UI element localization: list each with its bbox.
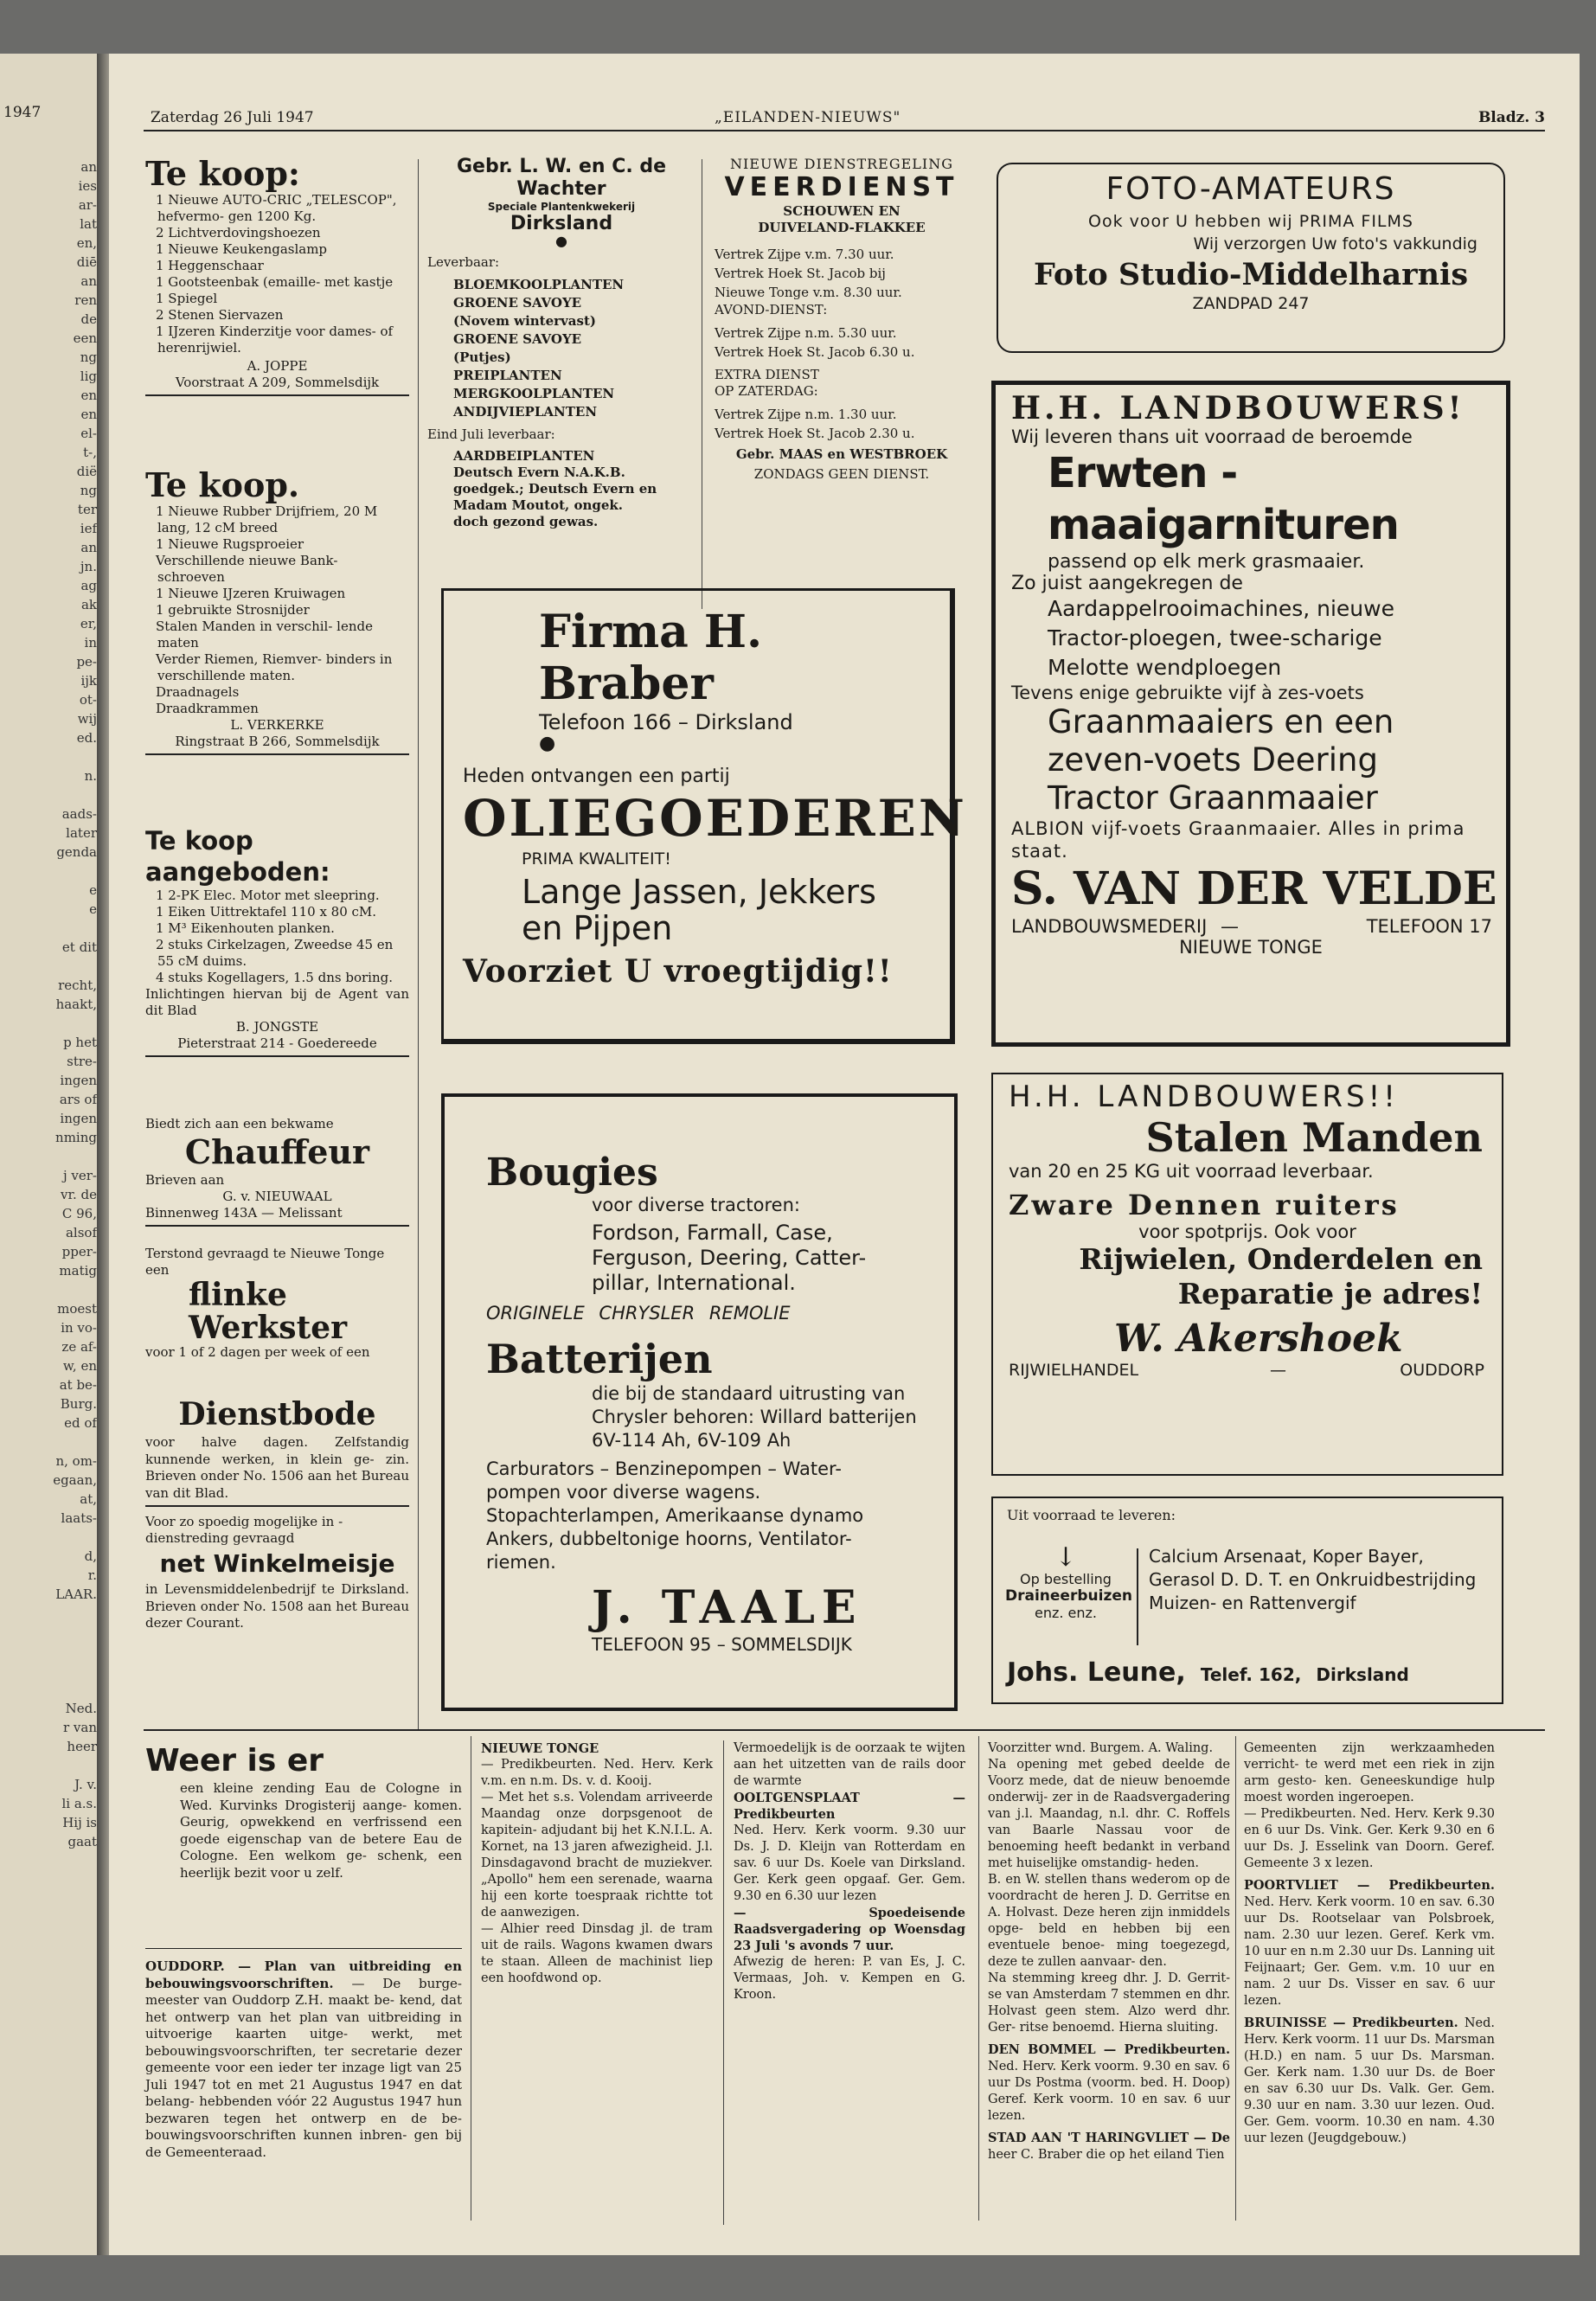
- header-page-number: Bladz. 3: [1477, 109, 1545, 126]
- article-paragraph: Ned. Herv. Kerk voorm. 10 en sav. 6.30 uur Ds. Rootselaar van Polsbroek, nam. 2.30 uur lezen. Geref. Kerk vm. 10 uur en n.m 2.30 uur Ds. Lanning uit Feijnaart; Ger. Gem. v.m. 10 uur en nam. 2 uur Ds. Visser en sav. 6 uur lezen.: [1244, 1895, 1495, 2008]
- company-place: NIEUWE TONGE: [1179, 937, 1323, 958]
- ad-te-koop-verkerke: [145, 467, 409, 755]
- company-name: Johs. Leune,: [1007, 1657, 1186, 1688]
- schedule-heading: NIEUWE DIENSTREGELING: [729, 156, 954, 172]
- ad-title: H.H. LANDBOUWERS!: [1011, 390, 1465, 426]
- article-raadsvergadering: [988, 1740, 1230, 2163]
- list-item: Vertrek Zijpe v.m. 7.30 uur.: [715, 247, 894, 262]
- ad-de-wachter: [427, 156, 695, 530]
- divider: [1137, 1548, 1138, 1645]
- list-item: Vertrek Zijpe n.m. 5.30 uur.: [715, 325, 897, 341]
- list-item: 1 Nieuwe AUTO-CRIC „TELESCOP", hefvermo- gen 1200 Kg.: [156, 192, 397, 224]
- ad-braber: [441, 588, 967, 1044]
- list-item: 1 IJzeren Kinderzitje voor dames- of herenrijwiel.: [156, 324, 394, 356]
- list-item: 1 Eiken Uittrektafel 110 x 80 cM.: [156, 904, 377, 920]
- list-item: Vertrek Hoek St. Jacob 2.30 u.: [715, 426, 915, 441]
- company-name: J. TAALE: [592, 1581, 863, 1634]
- list-item: Vertrek Hoek St. Jacob bij: [715, 266, 886, 281]
- ad-foto-amateurs: [997, 163, 1505, 353]
- ad-chauffeur: [145, 1116, 409, 1227]
- ad-text: in Levensmiddelenbedrijf te Dirksland. Brieven onder No. 1508 aan het Bureau dezer Courant.: [145, 1581, 409, 1631]
- list-item: Verschillende nieuwe Bank- schroeven: [156, 553, 338, 585]
- article-paragraph: — Predikbeurten. Ned. Herv. Kerk 9.30 en 6 uur Ds. Vink. Ger. Kerk 9.30 en 6 uur Ds. J. Esselink van Doorn. Geref. Gemeente 3 x lezen.: [1244, 1807, 1495, 1870]
- margin-text-fragments: an ies ar- lat en, diē an ren de een ng lig en en el- t-, diё ng ter ief an jn. ag ak er, in pe- ijk ot- wij ed. n. aads- later genda e e et dit recht, haakt, p het stre- ingen ars of ingen nming j ver- vr. de C 96, alsof pper- matig moest in vo- ze af- w, en at be- Burg. ed of n, om- egaan, at, laats- d, r. LAAR. Ned. r van heer J. v. li a.s. Hij is gaat: [53, 159, 97, 1849]
- advertiser-name: A. JOPPE: [247, 358, 308, 374]
- divider: [145, 1948, 462, 1949]
- article-paragraph: Ned. Herv. Kerk voorm. 9.30 uur Ds. J. D. Kleijn van Rotterdam en sav. 6 uur Ds. Koele van Dirksland. Ger. Kerk geen opgaaf. Ger. Gem. 9.30 en 6.30 uur lezen: [734, 1823, 965, 1903]
- item-list: [145, 192, 409, 356]
- article-heading: STAD AAN 'T HARINGVLIET — De: [988, 2131, 1230, 2145]
- previous-page-edge: [0, 54, 97, 2255]
- ad-line: ORIGINELE CHRYSLER REMOLIE: [486, 1303, 791, 1324]
- schedule-list: [708, 245, 976, 302]
- ad-intro: Uit voorraad te leveren:: [1007, 1507, 1176, 1523]
- ad-te-koop-jongste: [145, 825, 409, 1057]
- ad-text: een kleine zending Eau de Cologne in Wed. Kurvinks Drogisterij aange- komen. Geurig, opwekkend en verfrissend een goede eigenschap van de betere Eau de Cologne. Een welkom ge- schenk, een heerlijk bezit voor u zelf.: [180, 1780, 462, 1881]
- ad-line: Tevens enige gebruikte vijf à zes-voets: [1011, 683, 1364, 703]
- article-ouddorp: [145, 1958, 462, 2161]
- ad-title: Bougies: [486, 1150, 658, 1195]
- plant-list: [427, 276, 695, 421]
- ad-line: ALBION vijf-voets Graanmaaier. Alles in prima staat.: [1011, 818, 1465, 862]
- ad-headline: Rijwielen, Onderdelen en Reparatie je adres!: [1079, 1242, 1483, 1311]
- company-name: Gebr. L. W. en C. de Wachter: [456, 156, 667, 200]
- ad-te-koop-joppe: [145, 156, 409, 396]
- article-heading: POORTVLIET — Predikbeurten.: [1244, 1878, 1495, 1893]
- list-item: Vertrek Hoek St. Jacob 6.30 u.: [715, 344, 915, 360]
- advertiser-name: B. JONGSTE: [235, 1019, 319, 1035]
- ad-weer-is-er: [145, 1742, 462, 1881]
- list-item: MERGKOOLPLANTEN: [453, 386, 615, 401]
- article-body: — De burge- meester van Ouddorp Z.H. maakt be- kend, dat het ontwerp van het plan van uitbreiding in uitvoerige kaarten uitge- werkt, met bebouwingsvoorschriften, ter secretarie dezer gemeente voor een ieder ter inzage ligt van 25 Juli 1947 tot en met 21 Augustus 1947 en dat belang- hebbenden vóór 22 Augustus 1947 hun bezwaren tegen het ontwerp en de be- bouwingsvoorschriften kunnen inbren- gen bij de Gemeenteraad.: [145, 1975, 462, 2160]
- studio-address: ZANDPAD 247: [1192, 294, 1310, 313]
- brand-list: Fordson, Farmall, Case, Ferguson, Deering, Catter- pillar, International.: [592, 1221, 867, 1295]
- newspaper-page: [109, 54, 1580, 2255]
- veerdienst-title: VEERDIENST: [724, 172, 959, 202]
- list-item: Verder Riemen, Riemver- binders in verschillende maten.: [156, 651, 393, 683]
- company-name: S. VAN DER VELDE: [1011, 862, 1497, 915]
- sunday-note: ZONDAGS GEEN DIENST.: [753, 466, 930, 482]
- article-paragraph: — Predikbeurten. Ned. Herv. Kerk v.m. en n.m. Ds. v. d. Kooij.: [481, 1758, 713, 1788]
- article-paragraph: Afwezig de heren: P. van Es, J. C. Vermaas, Joh. v. Kempen en G. Kroon.: [734, 1955, 965, 2002]
- company-phone: Telef. 162,: [1200, 1664, 1302, 1685]
- ad-headline: Erwten - maaigarnituren: [1048, 449, 1399, 549]
- list-item: (Putjes): [453, 349, 511, 365]
- company-name: Firma H. Braber: [539, 606, 763, 710]
- ad-line: Zo juist aangekregen de: [1011, 573, 1243, 594]
- list-item: Stalen Manden in verschil- lende maten: [156, 619, 373, 651]
- list-item: 1 M³ Eikenhouten planken.: [156, 920, 335, 936]
- ad-title: FOTO-AMATEURS: [1106, 171, 1396, 207]
- ad-headline: Stalen Manden: [1145, 1114, 1483, 1161]
- list-item: 2 stuks Cirkelzagen, Zweedse 45 en 55 cM duims.: [156, 937, 394, 969]
- list-item: 1 2-PK Elec. Motor met sleepring.: [156, 888, 380, 903]
- plant-description: Deutsch Evern N.A.K.B. goedgek.; Deutsch Evern en Madam Moutot, ongek. doch gezond gewas.: [453, 465, 657, 529]
- eind-juli-label: Eind Juli leverbaar:: [427, 426, 555, 442]
- drain-sub: enz. enz.: [1034, 1605, 1098, 1621]
- schedule-heading: EXTRA DIENST: [715, 367, 819, 382]
- ad-title: net Winkelmeisje: [159, 1549, 395, 1578]
- company-place: Dirksland: [1316, 1664, 1409, 1685]
- plant-item: AARDBEIPLANTEN: [453, 448, 595, 464]
- list-item: Nieuwe Tonge v.m. 8.30 uur.: [715, 285, 902, 300]
- article-heading: DEN BOMMEL — Predikbeurten.: [988, 2042, 1230, 2057]
- advertiser-address: Ringstraat B 266, Sommelsdijk: [145, 734, 409, 755]
- article-nieuwe-tonge: [481, 1740, 965, 2225]
- article-paragraph: Na opening met gebed deelde de Voorz mede, dat de nieuw benoemde onderwij- zer in de Raadsvergadering van j.l. Maandag, n.l. dhr. C. Roffels van Baarle Nassau voor de benoeming heeft bedankt in verband met huiselijke omstandig- heden.: [988, 1758, 1230, 1870]
- ad-intro: Heden ontvangen een partij: [463, 766, 730, 787]
- list-item: 1 gebruikte Strosnijder: [156, 602, 310, 618]
- article-paragraph: Gemeenten zijn werkzaamheden verricht- te werd met een riek in zijn arm gesto- ken. Geneeskundige hulp moest worden ingeroepen.: [1244, 1741, 1495, 1804]
- list-item: (Novem wintervast): [453, 313, 596, 329]
- list-item: GROENE SAVOYE: [453, 331, 582, 347]
- list-item: 1 Nieuwe Rugsproeier: [156, 536, 304, 552]
- route-line: SCHOUWEN EN: [783, 203, 901, 219]
- drain-label: Draineerbuizen: [1005, 1587, 1132, 1605]
- ad-werkster: [145, 1246, 409, 1361]
- product-list: Calcium Arsenaat, Koper Bayer, Gerasol D. D. T. en Onkruidbestrijding Muizen- en Rattenvergif: [1149, 1546, 1477, 1613]
- ad-line: voor spotprijs. Ook voor: [1138, 1221, 1356, 1242]
- article-paragraph: Ned. Herv. Kerk voorm. 11 uur Ds. Marsman (H.D.) en nam. 5 uur Ds. Marsman. Ger. Kerk nam. 1.30 uur Ds. de Boer en sav 6.30 uur Ds. Valk. Ger. Gem. 9.30 uur en nam. 3.30 uur lezen. Oud. Ger. Gem. voorm. 10.30 en nam. 4.30 uur lezen (Jeugdgebouw.): [1244, 2016, 1495, 2145]
- ad-dienstbode: [145, 1394, 409, 1507]
- ad-winkelmeisje: [145, 1514, 409, 1632]
- article-paragraph: Vermoedelijk is de oorzaak te wijten aan het uitzetten van de rails door de warmte: [734, 1741, 965, 1788]
- ad-text: voor 1 of 2 dagen per week of een: [145, 1344, 370, 1360]
- article-heading: NIEUWE TONGE: [481, 1741, 599, 1756]
- leune-footer: [1007, 1657, 1491, 1688]
- ad-title: flinke: [189, 1277, 287, 1313]
- company-phone: Telefoon 166 – Dirksland: [539, 710, 793, 734]
- ad-title: Chauffeur: [184, 1132, 370, 1171]
- schedule-list: [708, 405, 976, 443]
- ad-line: Ook voor U hebben wij PRIMA FILMS: [1088, 212, 1413, 231]
- column-rule: [1235, 1736, 1236, 2221]
- list-item: 1 Nieuwe Keukengaslamp: [156, 241, 328, 257]
- article-paragraph: heer C. Braber die op het eiland Tien: [988, 2148, 1225, 2162]
- list-item: Vertrek Zijpe n.m. 1.30 uur.: [715, 407, 897, 422]
- ad-van-der-velde: [991, 381, 1510, 1047]
- company-place: Dirksland: [510, 213, 613, 234]
- list-item: 1 Gootsteenbak (emaille- met kastje: [156, 274, 394, 290]
- company-phone: TELEFOON 17: [1366, 916, 1492, 937]
- ad-title: Werkster: [189, 1310, 348, 1346]
- bullet-icon: ●: [539, 733, 556, 754]
- leverbaar-label: Leverbaar:: [427, 254, 500, 270]
- company-sub: Speciale Plantenkwekerij: [487, 201, 636, 213]
- list-item: 1 Nieuwe IJzeren Kruiwagen: [156, 586, 346, 601]
- list-item: ANDIJVIEPLANTEN: [453, 404, 598, 420]
- item-list: [145, 503, 409, 717]
- article-heading: BRUINISSE — Predikbeurten.: [1244, 2016, 1458, 2030]
- column-rule: [978, 1736, 979, 2221]
- schedule-list: [708, 324, 976, 362]
- advertiser-address: Pieterstraat 214 - Goedereede: [145, 1035, 409, 1057]
- advertiser-name: L. VERKERKE: [230, 717, 324, 733]
- route-line: DUIVELAND-FLAKKEE: [758, 220, 926, 235]
- list-item: GROENE SAVOYE: [453, 295, 582, 311]
- ad-line: voor diverse tractoren:: [592, 1195, 800, 1215]
- company-sub: RIJWIELHANDEL: [1009, 1361, 1139, 1380]
- company-sub: LANDBOUWSMEDERIJ: [1011, 916, 1208, 937]
- ad-text: die bij de standaard uitrusting van Chrysler behoren: Willard batterijen 6V-114 Ah, 6V-109 Ah: [592, 1383, 917, 1451]
- list-item: Draadkrammen: [156, 701, 259, 716]
- ad-line: Wij leveren thans uit voorraad de beroemde: [1011, 426, 1413, 447]
- ad-tools: Aardappelrooimachines, nieuwe Tractor-ploegen, twee-scharige Melotte wendploegen: [1048, 596, 1394, 680]
- ad-line: passend op elk merk grasmaaier.: [1048, 551, 1365, 573]
- article-paragraph: Voorzitter wnd. Burgem. A. Waling.: [988, 1741, 1214, 1755]
- ad-taale: [441, 1093, 958, 1711]
- advertiser-address: Voorstraat A 209, Sommelsdijk: [145, 375, 409, 396]
- list-item: 4 stuks Kogellagers, 1.5 dns boring.: [156, 970, 393, 985]
- company-phone: TELEFOON 95 – SOMMELSDIJK: [592, 1634, 852, 1655]
- article-paragraph: — Met het s.s. Volendam arriveerde Maandag onze dorpsgenoot de kapitein- adjudant bij het K.N.I.L. A. Kornet, na 13 jaren afwezigheid. J.l. Dinsdagavond bracht de muziekver. „Apollo" hem een serenade, waarna hij een korte toespraak richtte tot de aanwezigen.: [481, 1791, 713, 1920]
- ad-title: Te koop.: [145, 465, 300, 504]
- header-paper-name: „EILANDEN-NIEUWS": [715, 109, 901, 126]
- ad-intro: Voor zo spoedig mogelijke in -dienstreding gevraagd: [145, 1514, 343, 1546]
- advertiser-name: G. v. NIEUWAAL: [222, 1189, 332, 1204]
- company-name: W. Akershoek: [1114, 1317, 1403, 1361]
- ad-info: Inlichtingen hiervan bij de Agent van dit Blad: [145, 986, 409, 1018]
- article-paragraph: — Alhier reed Dinsdag jl. de tram uit de rails. Wagons kwamen dwars te staan. Alleen de machinist liep een hoofdwond op.: [481, 1922, 713, 1985]
- binding-gutter: [97, 54, 109, 2255]
- ad-line: van 20 en 25 KG uit voorraad leverbaar.: [1009, 1161, 1374, 1182]
- bestelling-label: Op bestelling: [1020, 1571, 1112, 1587]
- ad-intro: Biedt zich aan een bekwame: [145, 1116, 334, 1131]
- ad-line: Brieven aan: [145, 1172, 225, 1188]
- ad-title: Weer is er: [145, 1743, 324, 1779]
- list-item: BLOEMKOOLPLANTEN: [453, 277, 625, 292]
- item-list: [145, 888, 409, 986]
- ad-headline: Graanmaaiers en een zeven-voets Deering Tractor Graanmaaier: [1048, 703, 1394, 817]
- operator-name: Gebr. MAAS en WESTBROEK: [735, 446, 948, 462]
- ad-leune: [991, 1497, 1503, 1704]
- ad-title: Te koop aangeboden:: [145, 826, 330, 887]
- article-heading: OOLTGENSPLAAT — Predikbeurten: [734, 1791, 965, 1822]
- ad-title: Batterijen: [486, 1336, 713, 1382]
- column-rule: [418, 159, 419, 1729]
- article-heading: OUDDORP. — Plan van uitbreiding en bebouwingsvoorschriften.: [145, 1958, 462, 1991]
- article-poortvliet-bruinisse: [1244, 1740, 1495, 2147]
- list-item: 1 Heggenschaar: [156, 258, 264, 273]
- ad-call-to-action: Voorziet U vroegtijdig!!: [463, 953, 893, 990]
- advertiser-address: Binnenweg 143A — Melissant: [145, 1205, 409, 1227]
- list-item: 1 Spiegel: [156, 291, 218, 306]
- article-paragraph: Na stemming kreeg dhr. J. D. Gerrit- se van Amsterdam 7 stemmen en dhr. Holvast geen stem. Alzo werd dhr. Ger- ritse benoemd. Hierna sluiting.: [988, 1971, 1230, 2035]
- company-place: OUDDORP: [1400, 1361, 1484, 1380]
- ad-intro: Terstond gevraagd te Nieuwe Tonge een: [145, 1246, 385, 1278]
- ad-veerdienst: [708, 156, 976, 483]
- ad-headline: Zware Dennen ruiters: [1009, 1189, 1400, 1221]
- ad-text: Carburators – Benzinepompen – Water- pompen voor diverse wagens. Stopachterlampen, Amerikaanse dynamo Ankers, dubbeltonige hoorns, Ventilator- riemen.: [486, 1458, 864, 1573]
- prev-page-year: 1947: [3, 104, 42, 121]
- list-item: Draadnagels: [156, 684, 240, 700]
- article-paragraph: — Spoedeisende Raadsvergadering op Woensdag 23 Juli 's avonds 7 uur.: [734, 1906, 965, 1953]
- list-item: 2 Stenen Siervazen: [156, 307, 284, 323]
- schedule-heading: OP ZATERDAG:: [715, 383, 818, 399]
- ad-title: Te koop:: [145, 154, 300, 193]
- ad-akershoek: [991, 1073, 1503, 1476]
- ad-title: H.H. LANDBOUWERS!!: [1009, 1080, 1399, 1114]
- company-sub-row: RIJWIELHANDEL — OUDDORP: [1009, 1361, 1484, 1380]
- drain-block: [1005, 1542, 1132, 1621]
- ad-quality: PRIMA KWALITEIT!: [522, 849, 671, 868]
- ad-line: Wij verzorgen Uw foto's vakkundig: [1193, 234, 1477, 253]
- header-date: Zaterdag 26 Juli 1947: [151, 109, 314, 126]
- article-paragraph: B. en W. stellen thans wederom op de voordracht de heren J. D. Gerritse en A. Holvast. Deze heren zijn inmiddels opge- beld en hebben bij een eventuele benoe- ming toegezegd, deze te zullen aanvaar- den.: [988, 1873, 1230, 1969]
- list-item: PREIPLANTEN: [453, 368, 562, 383]
- list-item: 2 Lichtverdovingshoezen: [156, 225, 321, 240]
- bullet-icon: ●: [555, 233, 567, 249]
- schedule-heading: AVOND-DIENST:: [715, 302, 828, 317]
- article-paragraph: Ned. Herv. Kerk voorm. 9.30 en sav. 6 uur Ds Postma (voorm. bed. H. Doop) Geref. Kerk voorm. 10 en sav. 6 uur lezen.: [988, 2060, 1230, 2123]
- company-sub-row: LANDBOUWSMEDERIJ — TELEFOON 17: [1011, 916, 1492, 937]
- arrow-down-icon: ↓: [1054, 1542, 1077, 1573]
- studio-name: Foto Studio-Middelharnis: [1033, 257, 1469, 292]
- list-item: 1 Nieuwe Rubber Drijfriem, 20 M lang, 12 cM breed: [156, 503, 378, 535]
- ad-title: Dienstbode: [178, 1396, 376, 1433]
- ad-goods: Lange Jassen, Jekkers en Pijpen: [522, 873, 876, 947]
- section-divider: [144, 1729, 1545, 1731]
- ad-headline: OLIEGOEDEREN: [463, 789, 967, 848]
- ad-text: voor halve dagen. Zelfstandig kunnende werken, in klein ge- zin. Brieven onder No. 1506 aan het Bureau van dit Blad.: [145, 1434, 409, 1507]
- page-header: [144, 109, 1545, 131]
